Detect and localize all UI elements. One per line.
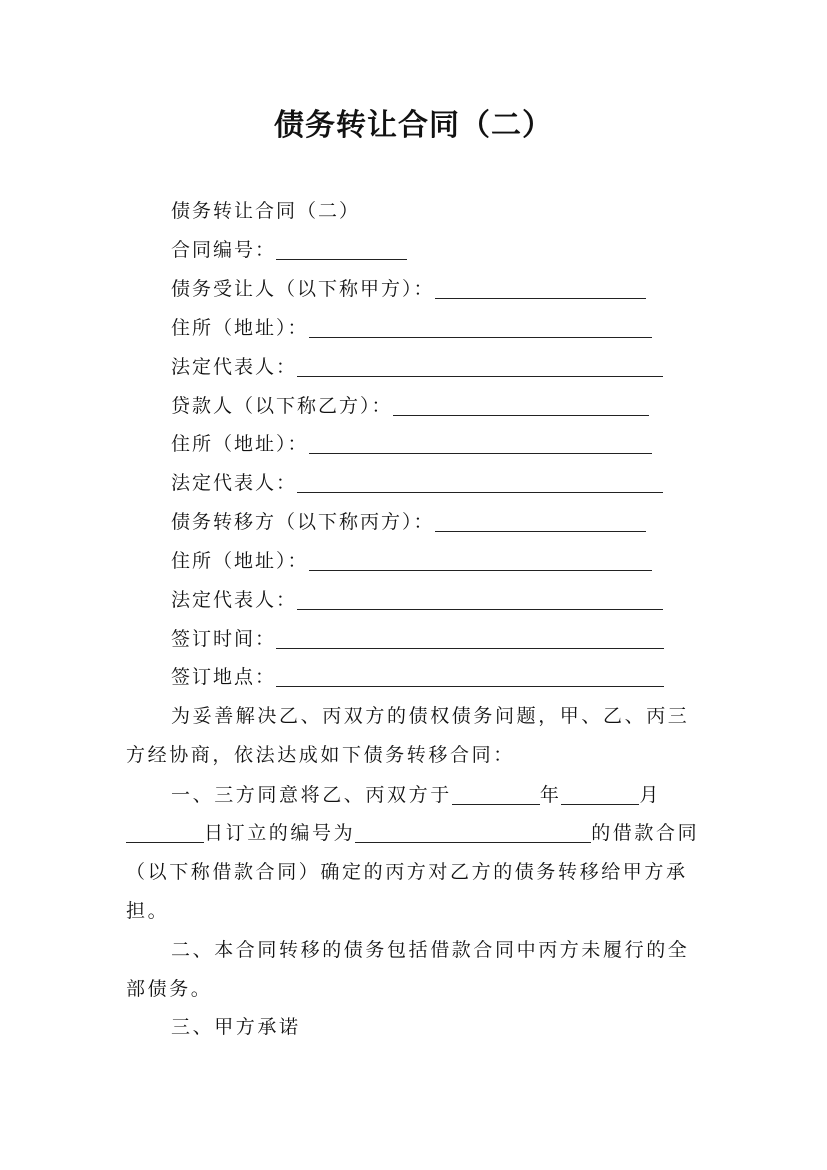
party-b-address-label: 住所（地址）： (171, 433, 309, 455)
party-c-rep-label: 法定代表人： (171, 589, 298, 611)
party-a-address-blank[interactable] (309, 315, 652, 338)
clause-1-text: 一、三方同意将乙、丙双方于 (171, 784, 452, 806)
month-label: 月 (639, 784, 662, 806)
year-blank[interactable] (452, 782, 540, 805)
clause-3-line-1: 三、甲方承诺 (171, 1016, 301, 1038)
clause-1-line-2 (126, 818, 699, 848)
party-b-blank[interactable] (393, 393, 649, 416)
signing-place-label: 签订地点： (171, 666, 277, 688)
year-label: 年 (539, 784, 562, 806)
clause-2-line-1: 二、本合同转移的债务包括借款合同中丙方未履行的全 (171, 939, 690, 961)
contract-number-label: 合同编号： (171, 239, 277, 261)
party-b-line (171, 391, 649, 421)
party-c-address-line (171, 546, 652, 576)
intro-line-2: 方经协商，依法达成如下债务转移合同： (126, 744, 515, 766)
party-c-rep-blank[interactable] (297, 587, 663, 610)
party-a-line (171, 274, 646, 304)
loan-contract-text: 的借款合同 (591, 822, 700, 844)
party-b-rep-line (171, 468, 663, 498)
clause-1-line-1 (171, 780, 661, 810)
party-b-address-line (171, 429, 652, 459)
party-a-label: 债务受让人（以下称甲方）： (171, 278, 435, 300)
party-c-label: 债务转移方（以下称丙方）： (171, 511, 435, 533)
party-b-address-blank[interactable] (309, 431, 652, 454)
day-text: 日订立的编号为 (204, 822, 356, 844)
month-blank[interactable] (561, 782, 639, 805)
party-a-address-label: 住所（地址）： (171, 317, 309, 339)
contract-number-line (171, 235, 407, 265)
party-c-address-label: 住所（地址）： (171, 550, 309, 572)
loan-contract-number-blank[interactable] (355, 820, 591, 843)
clause-1-line-4: 担。 (126, 900, 170, 922)
document-title: 债务转让合同（二） (274, 108, 553, 143)
party-c-blank[interactable] (435, 509, 646, 532)
intro-line-1: 为妥善解决乙、丙双方的债权债务问题，甲、乙、丙三 (171, 705, 690, 727)
party-a-rep-line (171, 352, 663, 382)
signing-time-line (171, 624, 664, 654)
party-c-rep-line (171, 585, 663, 615)
party-c-line (171, 507, 646, 537)
party-b-label: 贷款人（以下称乙方）： (171, 395, 393, 417)
party-a-address-line (171, 313, 652, 343)
signing-time-label: 签订时间： (171, 628, 277, 650)
party-a-rep-label: 法定代表人： (171, 356, 298, 378)
signing-time-blank[interactable] (276, 626, 664, 649)
subtitle-line (171, 196, 360, 226)
clause-1-line-3: （以下称借款合同）确定的丙方对乙方的债务转移给甲方承 (126, 861, 688, 883)
contract-number-blank[interactable] (276, 237, 407, 260)
party-b-rep-label: 法定代表人： (171, 472, 298, 494)
party-a-blank[interactable] (435, 276, 646, 299)
signing-place-line (171, 662, 664, 692)
clause-2-line-2: 部债务。 (126, 978, 213, 1000)
signing-place-blank[interactable] (276, 664, 664, 687)
party-b-rep-blank[interactable] (297, 470, 663, 493)
subtitle-text: 债务转让合同（二） (171, 200, 361, 222)
day-blank[interactable] (126, 820, 204, 843)
party-a-rep-blank[interactable] (297, 354, 663, 377)
party-c-address-blank[interactable] (309, 548, 652, 571)
